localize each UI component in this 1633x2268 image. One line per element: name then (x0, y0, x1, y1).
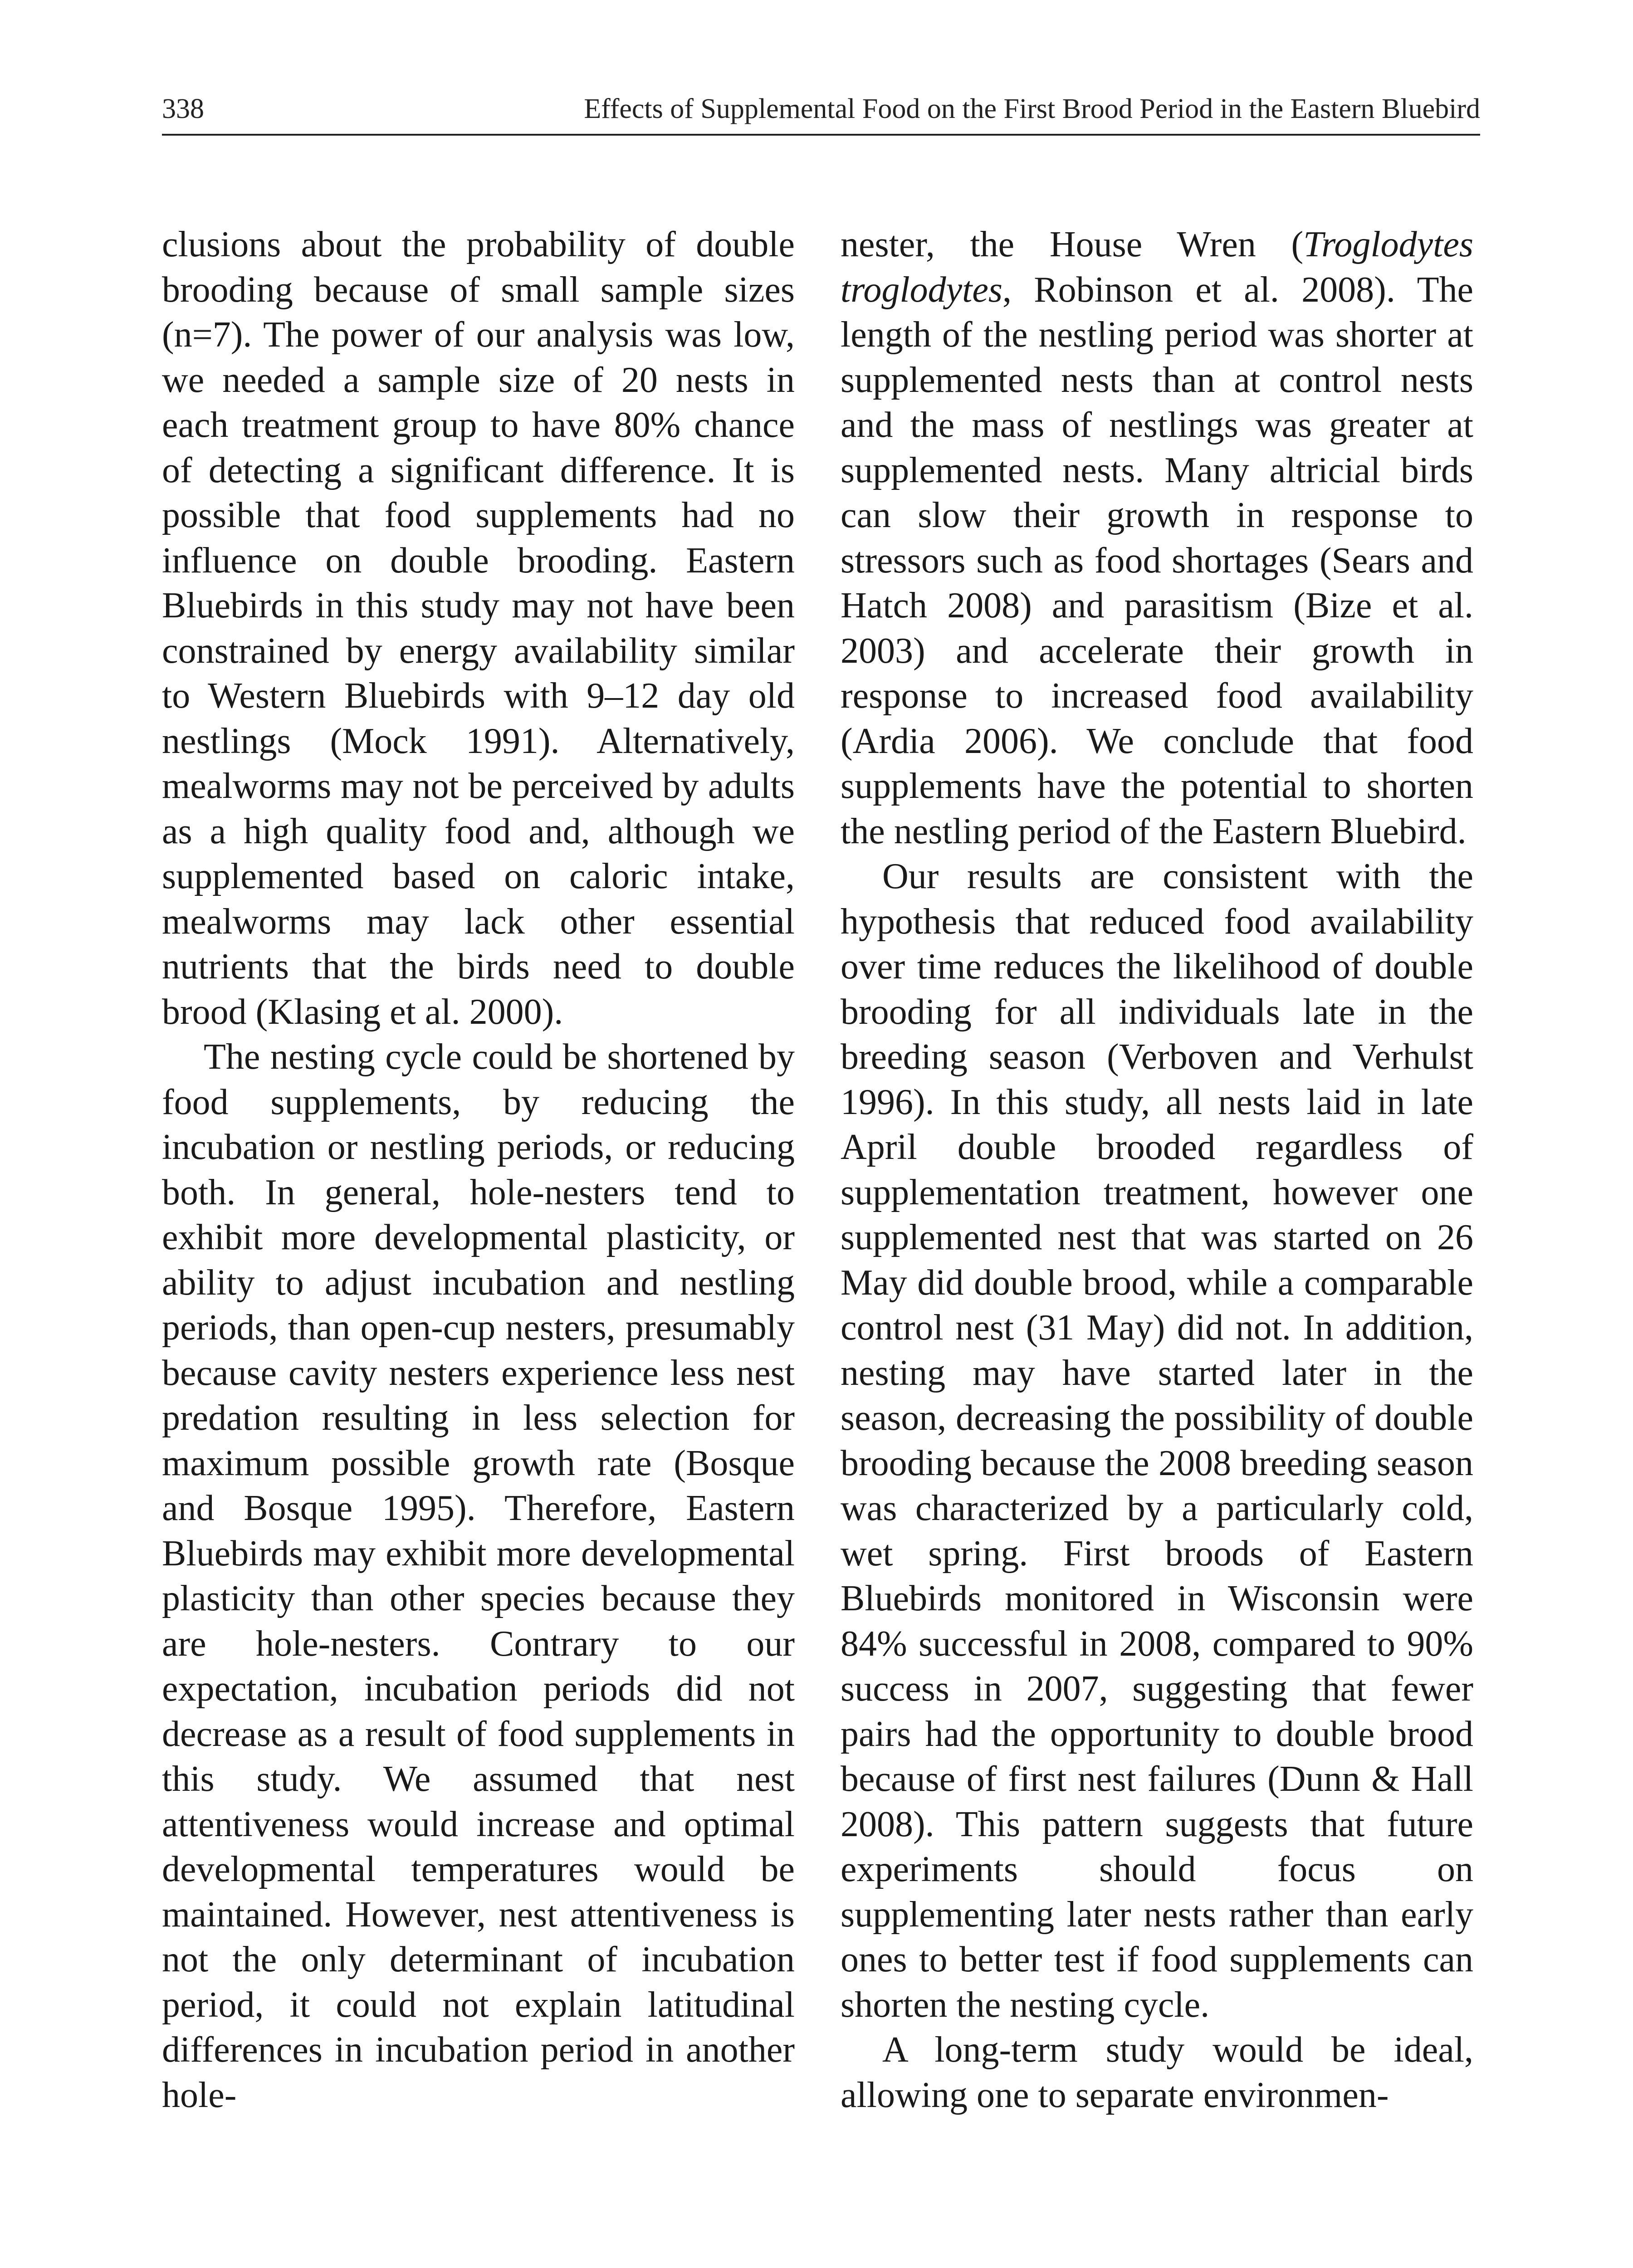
paragraph-results-consistent: Our results are consistent with the hypothesis that reduced food availability over time reduces the likelihood of double brooding for all individuals late in the breeding season (Verboven and Verhulst 1996). In this study, all nests laid in late April double brooded regardless of supplementation treatment, however one supplemented nest that was started on 26 May did double brood, while a comparable control nest (31 May) did not. In addition, nesting may have started later in the season, decreasing the possibility of double brooding because the 2008 breeding season was characterized by a particularly cold, wet spring. First broods of Eastern Bluebirds monitored in Wisconsin were 84% successful in 2008, compared to 90% success in 2007, suggesting that fewer pairs had the opportunity to double brood because of first nest failures (Dunn & Hall 2008). This pattern suggests that future experiments should focus on supplementing later nests rather than early ones to better test if food supplements can shorten the nesting cycle. (841, 856, 1473, 2025)
running-header (162, 84, 1480, 136)
paragraph-long-term-study: A long-term study would be ideal, allowing one to separate environmen- (841, 2030, 1473, 2115)
paragraph-house-wren (841, 222, 1473, 854)
paragraph-text-end: , Robinson et al. 2008). The length of the nestling period was shorter at supplemented nests than at control nests and the mass of nestlings was greater at supplemented nests. Many altricial birds can slow their growth in response to stressors such as food shortages (Sears and Hatch 2008) and parasitism (Bize et al. 2003) and accelerate their growth in response to increased food availability (Ardia 2006). We conclude that food supplements have the potential to shorten the nestling period of the Eastern Bluebird. (841, 269, 1473, 851)
species-name-italic: Troglodytes troglodytes (841, 225, 1473, 310)
running-title: Effects of Supplemental Food on the First Brood Period in the Eastern Bluebird (584, 93, 1480, 124)
paragraph-text-start: nester, the House Wren ( (841, 225, 1304, 264)
paragraph-nesting-cycle: The nesting cycle could be shortened by food supplements, by reducing the incubation or nestling periods, or reducing both. In general, hole-nesters tend to exhibit more developmental plasticity, or ability to adjust incubation and nestling periods, than open-cup nesters, presumably because cavity nesters experience less nest predation resulting in less selection for maximum possible growth rate (Bosque and Bosque 1995). Therefore, Eastern Bluebirds may exhibit more developmental plasticity than other species because they are hole-nesters. Contrary to our expectation, incubation periods did not decrease as a result of food supplements in this study. We assumed that nest attentiveness would increase and optimal developmental temperatures would be maintained. However, nest attentiveness is not the only determinant of incubation period, it could not explain latitudinal differences in incubation period in another hole- (162, 1037, 795, 2115)
right-column (841, 222, 1473, 2268)
page-number: 338 (162, 93, 204, 124)
left-column (162, 222, 795, 2268)
paragraph-continued: clusions about the probability of double brooding because of small sample sizes (n=7). The power of our analysis was low, we needed a sample size of 20 nests in each treatment group to have 80% chance of detecting a significant difference. It is possible that food supplements had no influence on double brooding. Eastern Bluebirds in this study may not have been constrained by energy availability similar to Western Bluebirds with 9–12 day old nestlings (Mock 1991). Alternatively, mealworms may not be perceived by adults as a high quality food and, although we supplemented based on caloric intake, mealworms may lack other essential nutrients that the birds need to double brood (Klasing et al. 2000). (162, 225, 795, 1032)
